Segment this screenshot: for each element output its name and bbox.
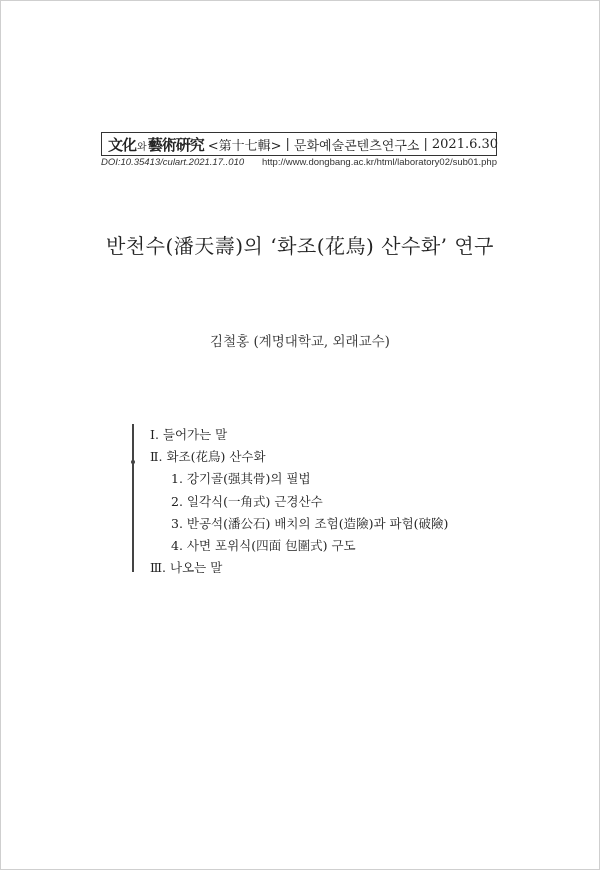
journal-logo-conjunction: 와 bbox=[137, 141, 147, 153]
toc-subitem: 1. 강기골(强其骨)의 필법 bbox=[171, 471, 311, 487]
toc-subitem: 4. 사면 포위식(四面 包圍式) 구도 bbox=[171, 538, 356, 554]
journal-logo bbox=[108, 134, 204, 155]
toc-item: Ⅱ. 화조(花鳥) 산수화 bbox=[150, 449, 266, 465]
author-line: 김철홍 (계명대학교, 외래교수) bbox=[210, 334, 390, 350]
toc-subitem: 3. 반공석(潘公石) 배치의 조험(造險)과 파험(破險) bbox=[171, 515, 449, 531]
toc-list bbox=[150, 424, 448, 579]
journal-issue: <第十七輯> bbox=[207, 138, 282, 154]
journal-date: 2021.6.30 bbox=[431, 136, 499, 152]
toc-vertical-rule bbox=[132, 424, 134, 572]
doi-line bbox=[101, 157, 497, 168]
header-separator: | bbox=[285, 136, 290, 152]
toc-subitem: 2. 일각식(一角式) 근경산수 bbox=[171, 493, 323, 509]
journal-publisher: 문화예술콘텐츠연구소 bbox=[293, 138, 420, 154]
toc-item: Ⅰ. 들어가는 말 bbox=[150, 427, 228, 442]
paper-title: 반천수(潘天壽)의 ‘화조(花鳥) 산수화’ 연구 bbox=[105, 234, 495, 258]
toc-item: Ⅲ. 나오는 말 bbox=[150, 560, 223, 576]
journal-logo-part2: 藝術硏究 bbox=[147, 135, 204, 154]
journal-header bbox=[101, 132, 497, 156]
journal-logo-part1: 文化 bbox=[108, 135, 137, 154]
table-of-contents bbox=[132, 424, 492, 576]
toc-rule-marker bbox=[131, 460, 135, 464]
header-separator: | bbox=[423, 136, 428, 152]
doi-text: DOI:10.35413/culart.2021.17..010 bbox=[101, 157, 245, 168]
journal-url[interactable]: http://www.dongbang.ac.kr/html/laboratory02/sub01.php bbox=[261, 157, 497, 168]
